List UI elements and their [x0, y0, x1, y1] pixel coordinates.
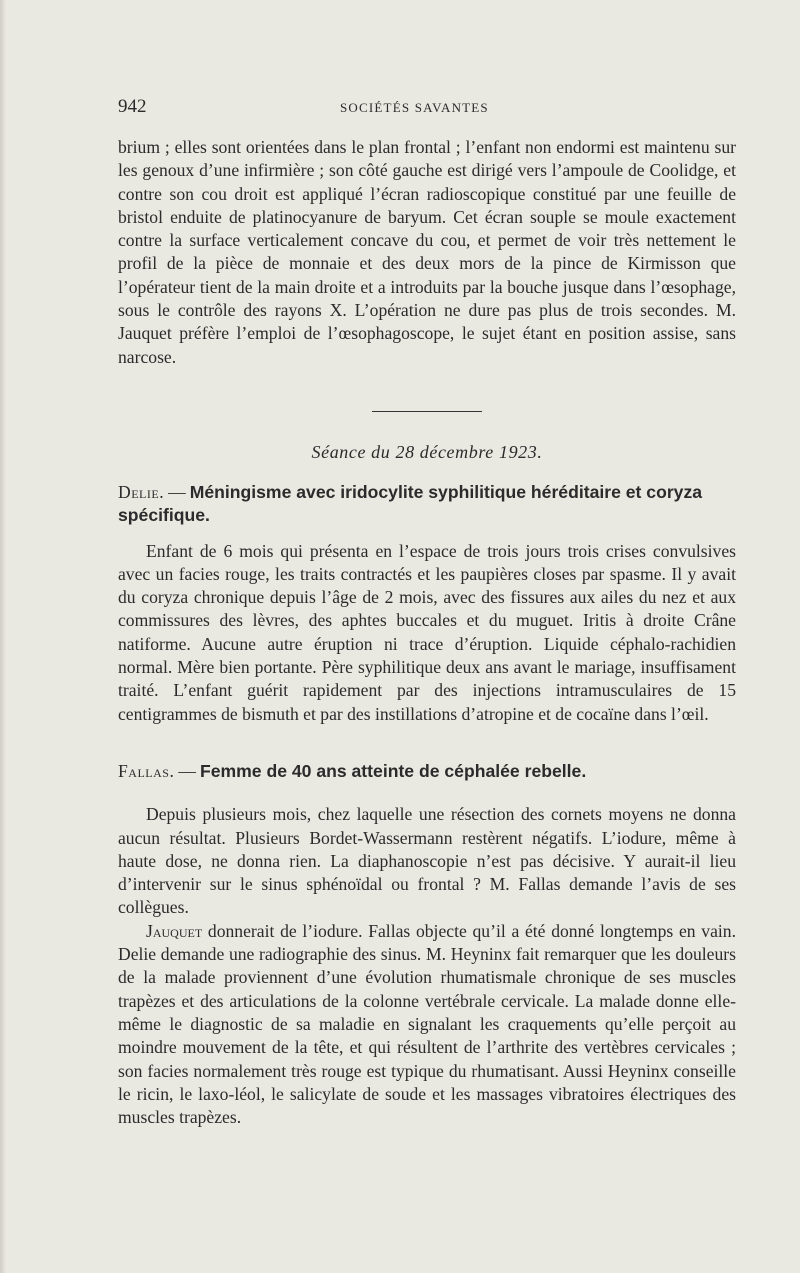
discussion-paragraph — [118, 920, 736, 1130]
section-divider — [372, 411, 482, 412]
entry-title: Méningisme avec iridocylite syphilitique héréditaire et coryza spécifique. — [118, 481, 703, 526]
entry-title: Femme de 40 ans atteinte de céphalée rebelle. — [199, 760, 587, 781]
page-edge — [0, 0, 6, 1273]
intro-paragraph: brium ; elles sont orientées dans le plan frontal ; l’enfant non endormi est maintenu sur les genoux d’une infirmière ; son côté gauche est dirigé vers l’ampoule de Coolidge, et contre son cou droit est appliqué l’écran radioscopique constitué par une feuille de bristol enduite de platinocyanure de baryum. Cet écran souple se moule exactement contre la surface verticalement concave du cou, et permet de voir très nettement le profil de la pièce de monnaie et des deux mors de la pince de Kirmisson que l’opérateur tient de la main droite et a introduits par la bouche jusque dans l’œsophage, sous le contrôle des rayons X. L’opération ne dure pas plus de trois secondes. M. Jauquet préfère l’emploi de l’œsophagoscope, le sujet étant en position assise, sans narcose. — [118, 137, 736, 367]
discussion-text: donnerait de l’iodure. Fallas objecte qu’il a été donné longtemps en vain. Delie demande une radiographie des sinus. M. Heyninx fait remarquer que les douleurs de la malade proviennent d’une évolution rhumatismale chronique de ses muscles trapèzes et des articulations de la colonne vertébrale cervicale. La malade donne elle-même le diagnostic de sa maladie en signalant les craquements qu’elle perçoit au moindre mouvement de la tête, et qui résultent de l’arthrite des vertèbres cervicales ; son facies normalement très rouge est typique du rhumatisant. Aussi Heyninx conseille le ricin, le laxo-léol, le salicylate de soude et les massages vibratoires électriques des muscles trapèzes. — [118, 920, 736, 1128]
entry-author: Fallas. — [118, 760, 175, 781]
page-number: 942 — [118, 96, 147, 117]
entry-heading-fallas — [118, 760, 736, 783]
entry-dash: — — [168, 481, 186, 502]
page-content — [118, 96, 736, 1129]
entry-author: Delie. — [118, 481, 165, 502]
page-header — [118, 96, 736, 118]
entry-paragraph: Enfant de 6 mois qui présenta en l’espace de trois jours trois crises convulsives avec un facies rouge, les traits contractés et les paupières closes par spasme. Il y avait du coryza chronique depuis l’âge de 2 mois, avec des fissures aux ailes du nez et aux commissures des lèvres, des aphtes buccales et du muguet. Iritis à droite Crâne natiforme. Aucune autre éruption ni trace d’éruption. Liquide céphalo-rachidien normal. Mère bien portante. Père syphilitique deux ans avant le mariage, insuffisament traité. L’enfant guérit rapidement par des injections intramusculaires de 15 centigrammes de bismuth et par des instillations d’atropine et de cocaïne dans l’œil. — [118, 540, 736, 724]
entry-heading-delie — [118, 481, 736, 528]
entry-dash: — — [178, 760, 196, 781]
session-heading: Séance du 28 décembre 1923. — [311, 441, 543, 462]
entry-paragraph: Depuis plusieurs mois, chez laquelle une résection des cornets moyens ne donna aucun résultat. Plusieurs Bordet-Wassermann restèrent négatifs. L’iodure, même à haute dose, ne donna rien. La diaphanoscopie n’est pas décisive. Y aurait-il lieu d’intervenir sur le sinus sphénoïdal ou frontal ? M. Fallas demande l’avis de ses collègues. — [118, 804, 736, 918]
discussion-author: Jauquet — [146, 920, 203, 941]
running-head: SOCIÉTÉS SAVANTES — [340, 100, 489, 115]
